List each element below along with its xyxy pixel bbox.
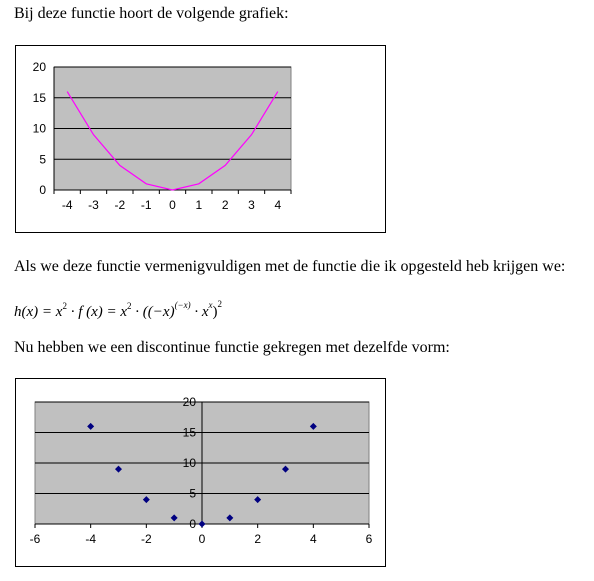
formula-lhs: h(x) = x (14, 304, 63, 320)
x-tick-label: -1 (140, 198, 152, 212)
line-chart-svg (16, 46, 385, 232)
x-tick-label: -4 (61, 198, 73, 212)
formula-dot: · ((−x) (131, 304, 175, 320)
x-tick-label: 0 (169, 198, 176, 212)
intro-text: Bij deze functie hoort de volgende grafiek: (14, 5, 289, 22)
x-tick-label: -6 (29, 532, 41, 546)
svg-text:h(x) = x2 · f (x) = x2 · ((−x) (14, 299, 222, 320)
x-tick-label: 2 (254, 532, 262, 546)
formula-exp-inner: (−x) (174, 300, 191, 310)
x-tick-label: 4 (309, 532, 317, 546)
y-tick-label: 5 (189, 486, 196, 501)
x-tick-label: 2 (221, 198, 229, 212)
result-text: Nu hebben we een discontinue functie gekregen met dezelfde vorm: (14, 339, 450, 356)
formula-sq-2: 2 (127, 301, 132, 311)
x-tick-label: -3 (88, 198, 99, 212)
x-tick-label: 6 (365, 532, 373, 546)
formula-sq-3: 2 (217, 299, 223, 309)
y-tick-label: 15 (182, 425, 196, 440)
scatter-chart-svg (16, 379, 385, 566)
x-tick-label: 3 (248, 198, 255, 212)
formula-dot2: · x (190, 304, 209, 320)
y-tick-label: 0 (39, 183, 46, 197)
y-tick-label: 20 (182, 395, 196, 409)
formula (14, 292, 274, 331)
formula-mid: · f (x) = x (66, 304, 128, 320)
x-tick-label: -2 (114, 198, 126, 212)
y-tick-label: 5 (39, 152, 46, 167)
y-tick-label: 10 (32, 121, 46, 136)
x-tick-label: 0 (198, 532, 206, 546)
x-tick-label: -2 (140, 532, 152, 546)
multiply-text: Als we deze functie vermenigvuldigen met de functie die ik opgesteld heb krijgen we: (14, 258, 566, 275)
parabola-line-chart (15, 45, 386, 233)
y-tick-label: 10 (182, 456, 196, 470)
formula-exp-x: x (208, 300, 213, 310)
y-tick-label: 0 (189, 517, 196, 531)
x-tick-label: 4 (274, 198, 282, 212)
parabola-scatter-chart (15, 378, 386, 567)
formula-sq-1: 2 (62, 301, 67, 311)
formula-svg (14, 292, 274, 326)
formula-close: ) (212, 304, 218, 320)
x-tick-label: -4 (85, 532, 97, 546)
y-tick-label: 15 (32, 90, 46, 105)
y-tick-label: 20 (32, 60, 46, 74)
x-tick-label: 1 (195, 198, 203, 212)
